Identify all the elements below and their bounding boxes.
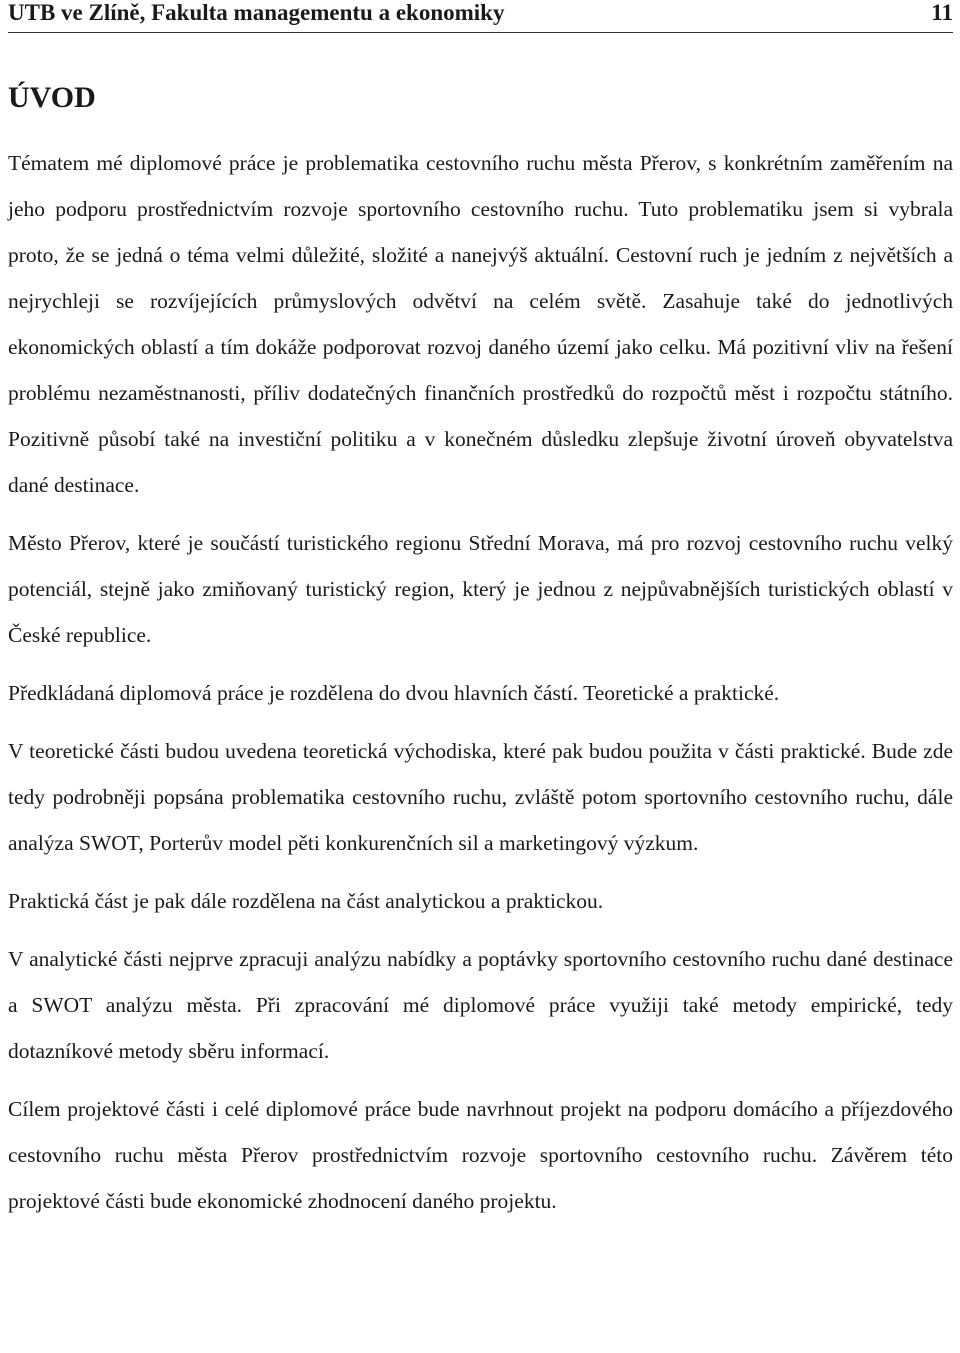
body-text xyxy=(8,140,953,1236)
paragraph: Praktická část je pak dále rozdělena na část analytickou a praktickou. xyxy=(8,889,604,913)
paragraph: Město Přerov, které je součástí turistického regionu Střední Morava, má pro rozvoj cestovního ruchu velký potenciál, stejně jako zmiňovaný turistický region, který je jednou z nejpůvabnějších turistických oblastí v České republice. xyxy=(8,531,953,647)
paragraph: Tématem mé diplomové práce je problematika cestovního ruchu města Přerov, s konkrétním zaměřením na jeho podporu prostřednictvím rozvoje sportovního cestovního ruchu. Tuto problematiku jsem si vybrala proto, že se jedná o téma velmi důležité, složité a nanejvýš aktuální. Cestovní ruch je jedním z největších a nejrychleji se rozvíjejících průmyslových odvětví na celém světě. Zasahuje také do jednotlivých ekonomických oblastí a tím dokáže podporovat rozvoj daného území jako celku. Má pozitivní vliv na řešení problému nezaměstnanosti, příliv dodatečných finančních prostředků do rozpočtů měst i rozpočtu státního. Pozitivně působí také na investiční politiku a v konečném důsledku zlepšuje životní úroveň obyvatelstva dané destinace. xyxy=(8,151,953,497)
paragraph: Cílem projektové části i celé diplomové práce bude navrhnout projekt na podporu domácího a příjezdového cestovního ruchu města Přerov prostřednictvím rozvoje sportovního cestovního ruchu. Závěrem této projektové části bude ekonomické zhodnocení daného projektu. xyxy=(8,1097,953,1213)
paragraph: V analytické části nejprve zpracuji analýzu nabídky a poptávky sportovního cestovního ruchu dané destinace a SWOT analýzu města. Při zpracování mé diplomové práce využiji také metody empirické, tedy dotazníkové metody sběru informací. xyxy=(8,947,953,1063)
running-header xyxy=(8,0,953,33)
paragraph: V teoretické části budou uvedena teoretická východiska, které pak budou použita v části praktické. Bude zde tedy podrobněji popsána problematika cestovního ruchu, zvláště potom sportovního cestovního ruchu, dále analýza SWOT, Porterův model pěti konkurenčních sil a marketingový výzkum. xyxy=(8,739,953,855)
header-title: UTB ve Zlíně, Fakulta managementu a ekonomiky xyxy=(8,0,505,25)
paragraph: Předkládaná diplomová práce je rozdělena do dvou hlavních částí. Teoretické a praktické. xyxy=(8,681,780,705)
page-number: 11 xyxy=(931,0,953,25)
chapter-heading: ÚVOD xyxy=(8,81,96,114)
